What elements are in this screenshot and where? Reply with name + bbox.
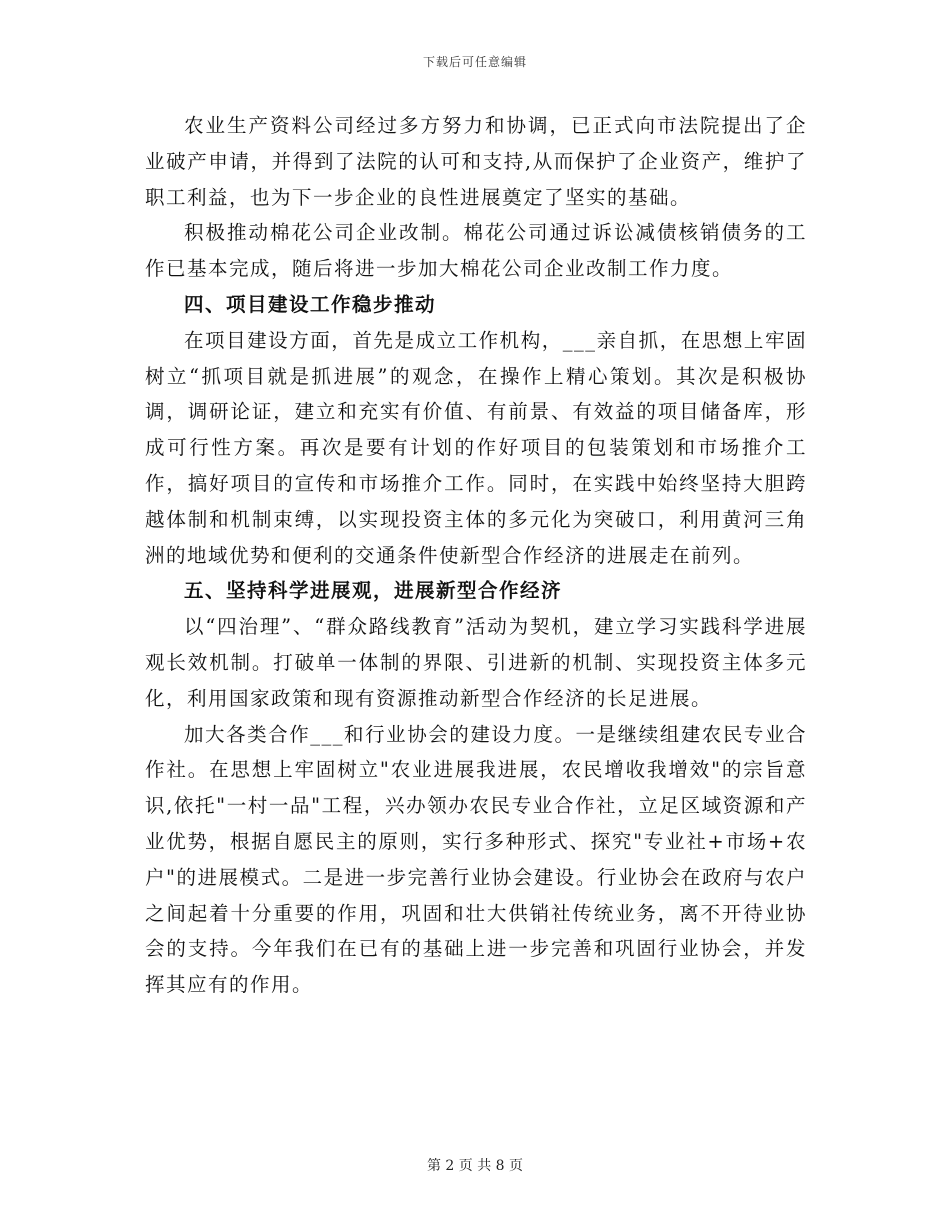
paragraph-agri-supply-bankruptcy: 农业生产资料公司经过多方努力和协调，已正式向市法院提出了企业破产申请，并得到了法院的认可和支持,从而保护了企业资产，维护了职工利益，也为下一步企业的良性进展奠定了坚实的基础。 — [145, 114, 807, 209]
document-body — [145, 108, 807, 1003]
section-heading-scientific-development: 五、坚持科学进展观，进展新型合作经济 — [184, 579, 563, 603]
paragraph-project-construction: 在项目建设方面，首先是成立工作机构，___亲自抓，在思想上牢固树立“抓项目就是抓进展”的观念，在操作上精心策划。其次是积极协调，调研论证，建立和充实有价值、有前景、有效益的项目储备库，形成可行性方案。再次是要有计划的作好项目的包装策划和市场推介工作，搞好项目的宣传和市场推介工作。同时，在实践中始终坚持大胆跨越体制和机制束缚，以实现投资主体的多元化为突破口，利用黄河三角洲的地域优势和便利的交通条件使新型合作经济的进展走在前列。 — [145, 328, 807, 567]
page-number: 第 2 页 共 8 页 — [426, 1158, 524, 1174]
paragraph-cotton-reform: 积极推动棉花公司企业改制。棉花公司通过诉讼减债核销债务的工作已基本完成，随后将进一步加大棉花公司企业改制工作力度。 — [145, 221, 807, 281]
paragraph-cooperatives-associations: 加大各类合作___和行业协会的建设力度。一是继续组建农民专业合作社。在思想上牢固树立"农业进展我进展，农民增收我增效"的宗旨意识,依托"一村一品"工程，兴办领办农民专业合作社，立足区域资源和产业优势，根据自愿民主的原则，实行多种形式、探究"专业社+市场+农户"的进展模式。二是进一步完善行业协会建设。行业协会在政府与农户之间起着十分重要的作用，巩固和壮大供销社传统业务，离不开待业协会的支持。今年我们在已有的基础上进一步完善和巩固行业协会，并发挥其应有的作用。 — [145, 722, 807, 997]
page-header: 下载后可任意编辑 — [422, 55, 527, 69]
section-heading-project-construction: 四、项目建设工作稳步推动 — [184, 292, 437, 316]
paragraph-long-term-mechanism: 以“四治理”、“群众路线教育”活动为契机，建立学习实践科学进展观长效机制。打破单一体制的界限、引进新的机制、实现投资主体多元化，利用国家政策和现有资源推动新型合作经济的长足进展。 — [145, 615, 807, 710]
